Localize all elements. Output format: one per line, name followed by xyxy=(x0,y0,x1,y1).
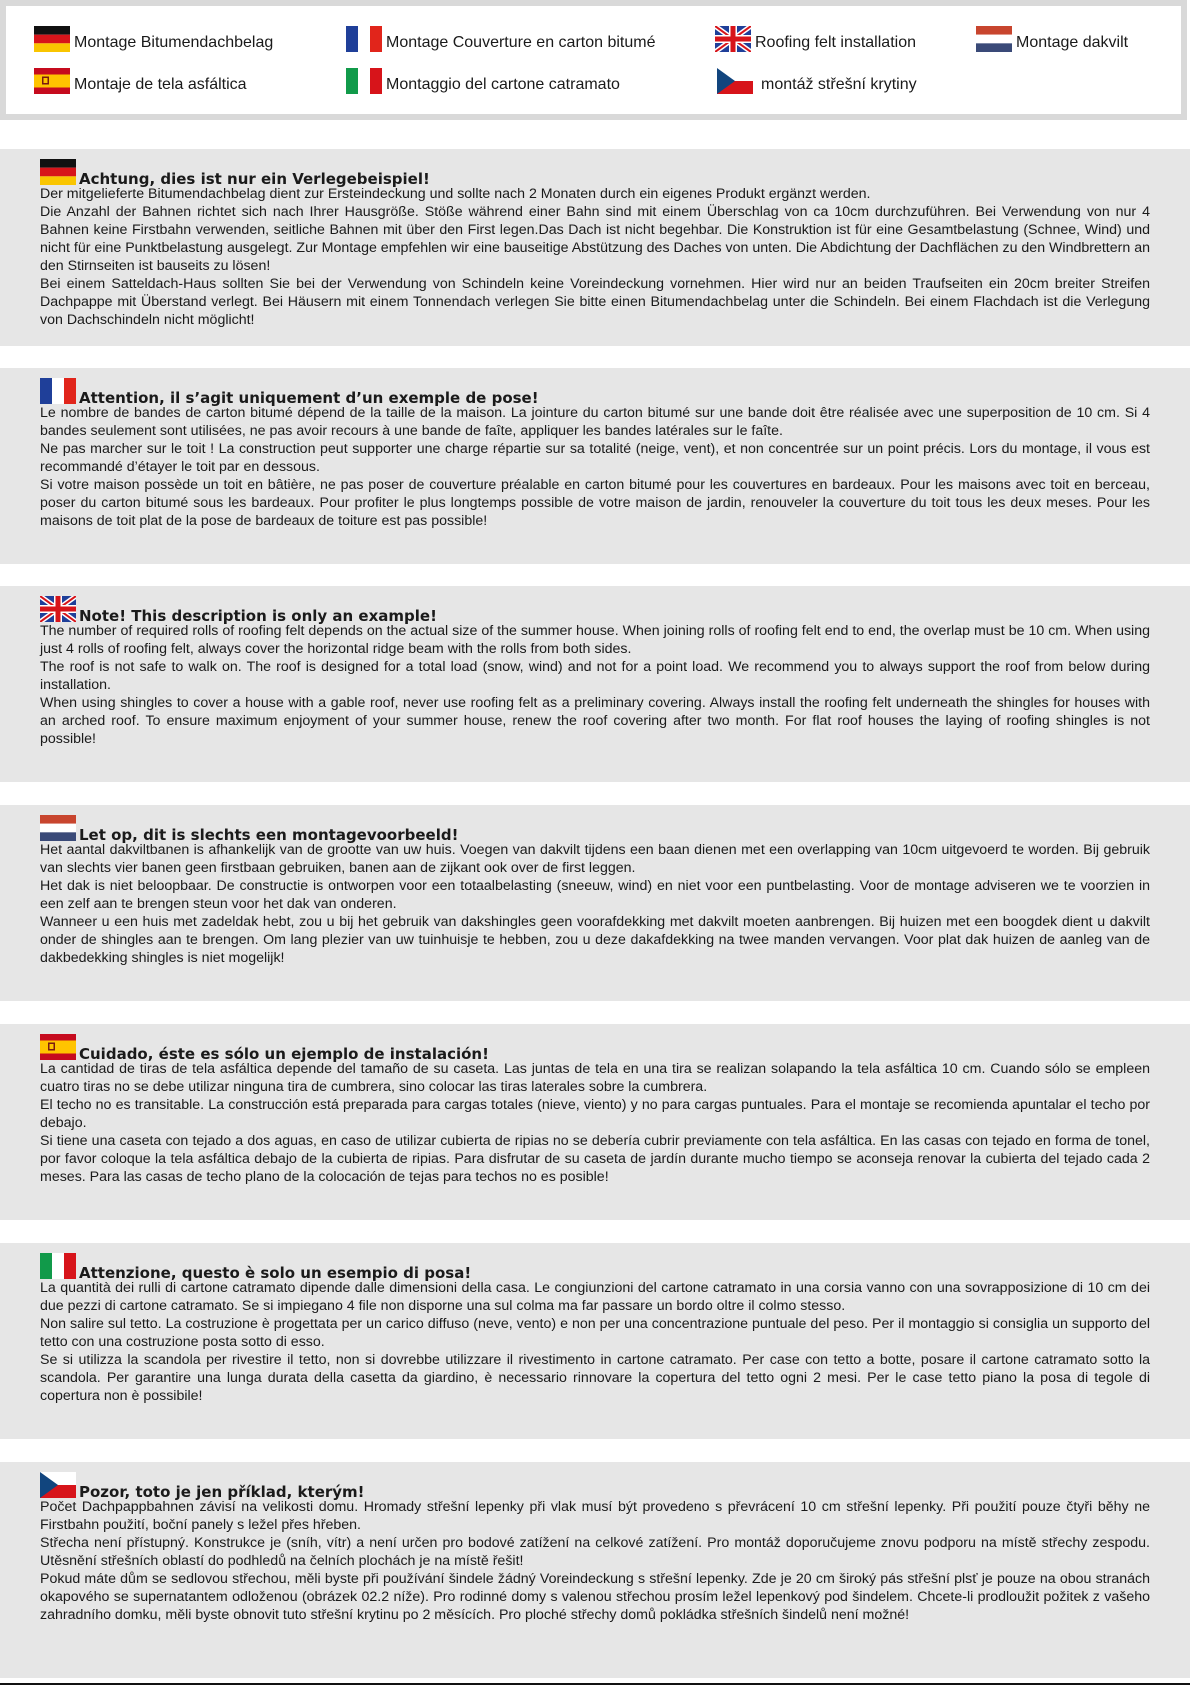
section-title-nl: Let op, dit is slechts een montagevoorbeeld! xyxy=(79,826,459,844)
legend-label-de: Montage Bitumendachbelag xyxy=(74,34,274,51)
legend-item-de xyxy=(34,26,273,52)
section-es xyxy=(0,1024,1190,1220)
paragraph: Počet Dachpappbahnen závisí na velikosti domu. Hromady střešní lepenky při vlak musí být provedeno s převrácení 10 cm střešní lepenky. Při použití pouze čtyři běhy ne Firstbahn použití, boční panely s ležel přes hřeben. xyxy=(40,1499,1150,1533)
france-flag-icon xyxy=(346,26,382,52)
legend-item-nl xyxy=(976,26,1128,52)
spain-flag-icon xyxy=(34,68,70,94)
paragraph: Si votre maison possède un toit en bâtière, ne pas poser de couverture préalable en carton bitumé pour les couvertures en bardeaux. Pour les maisons avec toit en berceau, poser du carton bitumé sous les bardeaux. Pour profiter le plus longtemps possible de votre maison de jardin, renouveler la couverture du toit tous les deux meses. Pour les maisons de toit plat de la pose de bardeaux de toiture est pas possible! xyxy=(40,477,1150,529)
section-fr xyxy=(0,368,1190,564)
france-flag-icon xyxy=(40,378,76,404)
paragraph: Wanneer u een huis met zadeldak hebt, zou u bij het gebruik van dakshingles geen voorafdekking met dakvilt moeten aanbrengen. Bij huizen met een boogdek dient u dakvilt onder de shingles aan te brengen. Om lang plezier van uw tuinhuisje te hebben, zou u deze dakafdekking na twee manden vervangen. Voor plat dak huizen de aanleg van de dakbedekking shingles is niet mogelijk! xyxy=(40,914,1150,966)
section-en xyxy=(0,586,1190,782)
section-cz xyxy=(0,1462,1190,1678)
paragraph: La cantidad de tiras de tela asfáltica depende del tamaño de su caseta. Las juntas de tela en una tira se realizan solapando la tela asfáltica 10 cm. Cuando sólo se empleen cuatro tiras no se debe utilizar ninguna tira de cumbrera, sino colocar las tiras laterales sobre la cumbrera. xyxy=(40,1061,1150,1095)
uk-flag-icon xyxy=(715,26,751,52)
paragraph: The roof is not safe to walk on. The roof is designed for a total load (snow, wind) and not for a point load. We recommend you to always support the roof from below during installation. xyxy=(40,659,1150,693)
section-title-en: Note! This description is only an example! xyxy=(79,607,437,625)
czech-flag-icon xyxy=(40,1472,76,1498)
section-title-cz: Pozor, toto je jen příklad, kterým! xyxy=(79,1483,365,1501)
netherlands-flag-icon xyxy=(40,815,76,841)
paragraph: Ne pas marcher sur le toit ! La construction peut supporter une charge répartie sur sa totalité (neige, vent), et non concentrée sur un point précis. Lors du montage, il vous est recommandé d’étayer le toit par en dessous. xyxy=(40,441,1150,475)
section-heading-de xyxy=(40,159,1150,188)
paragraph: La quantità dei rulli di cartone catramato dipende dalle dimensioni della casa. Le congiunzioni del cartone catramato in una corsia vanno con una sovrapposizione di 10 cm dei due pezzi di cartone catramato. Se si impiegano 4 file non disporne una sul colma ma far passare un bordo oltre il colmo stesso. xyxy=(40,1280,1150,1314)
section-it xyxy=(0,1243,1190,1439)
language-legend xyxy=(0,0,1187,120)
spain-flag-icon xyxy=(40,1034,76,1060)
section-heading-en xyxy=(40,596,1150,625)
legend-label-cz: montáž střešní krytiny xyxy=(761,76,917,93)
legend-label-nl: Montage dakvilt xyxy=(1016,34,1129,51)
section-heading-nl xyxy=(40,815,1150,844)
section-title-es: Cuidado, éste es sólo un ejemplo de instalación! xyxy=(79,1045,489,1063)
paragraph: Pokud máte dům se sedlovou střechou, měli byste při používání šindele žádný Voreindeckung s střešní lepenky. Zde je 20 cm široký pás střešní plsť je pouze na obou stranách okapového se supernatantem odloženou (obrázek 02.2 níže). Pro rodinné domy s valenou střechou prosím ležel lepenkový pod šindelem. Chcete-li prodloužit požitek z vašeho zahradního domku, měli byste obnovit tuto střešní krytinu po 2 měsících. Pro ploché střechy domů pokládka střešních šindelů není možné! xyxy=(40,1571,1150,1623)
legend-item-cz xyxy=(717,68,917,94)
section-heading-fr xyxy=(40,378,1150,407)
section-heading-cz xyxy=(40,1472,1150,1501)
legend-item-en xyxy=(715,26,916,52)
legend-label-it: Montaggio del cartone catramato xyxy=(386,76,620,93)
paragraph: Het dak is niet beloopbaar. De constructie is ontworpen voor een totaalbelasting (sneeuw, wind) en niet voor een puntbelasting. Voor de montage adviseren we te voorzien in een zelf aan te brengen steun voor het dak van onderen. xyxy=(40,878,1150,912)
czech-flag-icon xyxy=(717,68,753,94)
paragraph: The number of required rolls of roofing felt depends on the actual size of the summer house. When joining rolls of roofing felt end to end, the overlap must be 10 cm. When using just 4 rolls of roofing felt, always cover the horizontal ridge beam with the rolls from both sides. xyxy=(40,623,1150,657)
paragraph: When using shingles to cover a house with a gable roof, never use roofing felt as a preliminary covering. Always install the roofing felt underneath the shingles for houses with an arched roof. To ensure maximum enjoyment of your summer house, renew the roof covering after two month. For flat roof houses the laying of roofing shingles is not possible! xyxy=(40,695,1150,747)
section-nl xyxy=(0,805,1190,1001)
uk-flag-icon xyxy=(40,596,76,622)
section-de xyxy=(0,149,1190,346)
legend-item-it xyxy=(346,68,620,94)
paragraph: Die Anzahl der Bahnen richtet sich nach Ihrer Hausgröße. Stöße während einer Bahn sind mit einem Überschlag von ca 10cm durchzuführen. Bei Verwendung von nur 4 Bahnen keine Firstbahn verwenden, seitliche Bahnen mit über den First legen.Das Dach ist nicht begehbar. Die Konstruktion ist für eine Gesamtbelastung (Schnee, Wind) und nicht für eine Punktbelastung ausgelegt. Zur Montage empfehlen wir eine bauseitige Abstützung des Daches von unten. Die Abdichtung der Dachflächen zu den Windbrettern an den Stirnseiten ist bauseits zu lösen! xyxy=(40,204,1150,274)
legend-item-fr xyxy=(346,26,655,52)
italy-flag-icon xyxy=(346,68,382,94)
paragraph: Het aantal dakviltbanen is afhankelijk van de grootte van uw huis. Voegen van dakvilt tijdens een baan dienen met een overlapping van 10cm uitgevoerd te worden. Bij gebruik van slechts vier banen geen firstbaan gebruiken, banen aan de zijkant ook over de first leggen. xyxy=(40,842,1150,876)
language-legend-panel xyxy=(6,6,1181,114)
paragraph: Střecha není přístupný. Konstrukce je (sníh, vítr) a není určen pro bodové zatížení na celkové zatížení. Pro montáž doporučujeme znovu podporu na místě střechy zespodu. Utěsnění střešních oblastí do podhledů na čelních plochách je na místě řešit! xyxy=(40,1535,1150,1569)
paragraph: Se si utilizza la scandola per rivestire il tetto, non si dovrebbe utilizzare il rivestimento in cartone catramato. Per case con tetto a botte, posare il cartone catramato sotto la scandola. Per garantire una lunga durata della casetta da giardino, è necessario rinnovare la copertura del tetto ogni 2 mesi. Per le case tetto piano la posa di tegole di copertura non è possibile! xyxy=(40,1352,1150,1404)
section-title-de: Achtung, dies ist nur ein Verlegebeispiel! xyxy=(79,170,430,188)
paragraph: El techo no es transitable. La construcción está preparada para cargas totales (nieve, viento) y no para cargas puntuales. Para el montaje se recomienda apuntalar el techo por debajo. xyxy=(40,1097,1150,1131)
legend-label-es: Montaje de tela asfáltica xyxy=(74,76,247,93)
paragraph: Der mitgelieferte Bitumendachbelag dient zur Ersteindeckung und sollte nach 2 Monaten durch ein eigenes Produkt ergänzt werden. xyxy=(40,186,871,202)
germany-flag-icon xyxy=(40,159,76,185)
section-heading-es xyxy=(40,1034,1150,1063)
legend-item-es xyxy=(34,68,247,94)
section-heading-it xyxy=(40,1253,1150,1282)
paragraph: Non salire sul tetto. La costruzione è progettata per un carico diffuso (neve, vento) e non per una concentrazione puntuale del peso. Per il montaggio si consiglia un supporto del tetto con una costruzione posta sotto di esso. xyxy=(40,1316,1150,1350)
paragraph: Si tiene una caseta con tejado a dos aguas, en caso de utilizar cubierta de ripias no se debería cubrir previamente con tela asfáltica. En las casas con tejado en forma de tonel, por favor coloque la tela asfáltica debajo de la cubierta de ripias. Para disfrutar de su caseta de jardín durante mucho tiempo se aconseja renovar la cubierta del tejado cada 2 meses. Para las casas de techo plano de la colocación de tejas para techos no es posible! xyxy=(40,1133,1150,1185)
paragraph: Le nombre de bandes de carton bitumé dépend de la taille de la maison. La jointure du carton bitumé sur une bande doit être réalisée avec une superposition de 10 cm. Si 4 bandes seulement sont utilisées, ne pas avoir recours à une bande de faîte, appliquer les bandes latérales sur le faîte. xyxy=(40,405,1150,439)
section-title-fr: Attention, il s’agit uniquement d’un exemple de pose! xyxy=(79,389,539,407)
legend-label-en: Roofing felt installation xyxy=(755,34,916,51)
legend-label-fr: Montage Couverture en carton bitumé xyxy=(386,34,656,51)
italy-flag-icon xyxy=(40,1253,76,1279)
netherlands-flag-icon xyxy=(976,26,1012,52)
section-title-it: Attenzione, questo è solo un esempio di posa! xyxy=(79,1264,472,1282)
paragraph: Bei einem Satteldach-Haus sollten Sie bei der Verwendung von Schindeln keine Voreindeckung vornehmen. Hier wird nur an beiden Traufseiten ein 20cm breiter Streifen Dachpappe mit Überstand verlegt. Bei Häusern mit einem Tonnendach verlegen Sie bitte einen Bitumendachbelag unter die Schindeln. Bei einem Flachdach ist die Verlegung von Dachschindeln nicht möglicht! xyxy=(40,276,1150,328)
germany-flag-icon xyxy=(34,26,70,52)
